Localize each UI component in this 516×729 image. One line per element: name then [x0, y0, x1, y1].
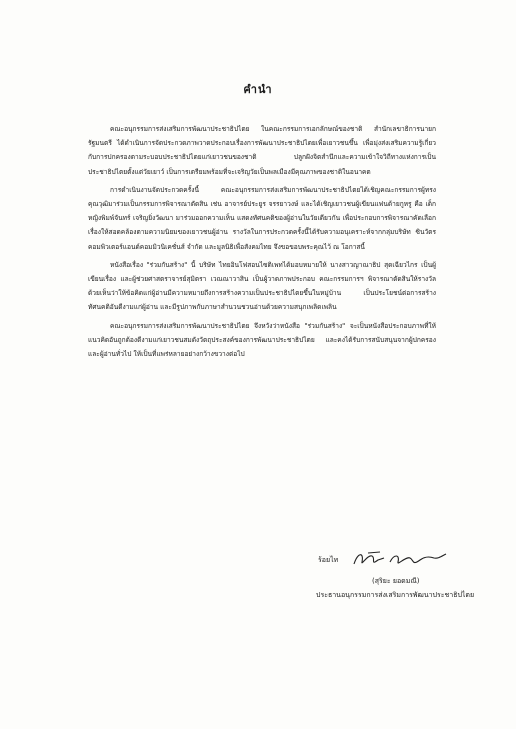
paragraph: หนังสือเรื่อง "ร่วมกันสร้าง" นี้ บริษัท ไทยอินโฟสอนไซติเพทได้มอบหมายให้ นางสาวญาณาธิป สุดเฉียวไกร เป็นผู้เขียนเรื่อง และผู้ช่วยศาสตราจารย์สุมิตรา เวณณาวาสิน เป็นผู้วาดภาพประกอบ คณะกรรมการฯ พิจารณาตัดสินให้รางวัลด้วยเห็นว่าให้ข้อคิดแก่ผู้อ่านมีความหมายถึงการสร้างความเป็นประชาธิปไตยขึ้นในหมู่บ้าน เป็นประโยชน์ต่อการสร้างทัศนคติอันดีงามแก่ผู้อ่าน และมีรูปภาพกับภาษาสำนวนชวนอ่านด้วยความสนุกเพลิดเพลิน	[88, 260, 436, 312]
handwritten-signature	[350, 548, 450, 570]
page-title: คำนำ	[243, 83, 273, 96]
body-text	[88, 122, 436, 361]
signature-block	[88, 548, 475, 648]
paragraph: การดำเนินงานจัดประกวดครั้งนี้ คณะอนุกรรมการส่งเสริมการพัฒนาประชาธิปไตยได้เชิญคณะกรรมการผู้ทรงคุณวุฒิมาร่วมเป็นกรรมการพิจารณาตัดสิน เช่น อาจารย์ประยูร จรรยาวงษ์ และได้เชิญเยาวชนผู้เขียนแฟนด้ายกูหรู คือ เด็กหญิงพิมพ์จันทร์ เจริญยิ่งวัฒนา มาร่วมออกความเห็น แสดงทัศนคติของผู้อ่านในวัยเดียวกัน เพื่อประกอบการพิจารณาคัดเลือกเรื่องให้สอดคล้องตามความนิยมของเยาวชนผู้อ่าน รางวัลในการประกวดครั้งนี้ได้รับความอนุเคราะห์จากกลุ่มบริษัท ซินวัตรคอมพิวเตอร์แอนด์คอมมิวนิเคชั่นส์ จำกัด และมูลนิธิเพื่อสังคมไทย จึงขอขอบพระคุณไว้ ณ โอกาสนี้	[88, 185, 436, 251]
paragraph: คณะอนุกรรมการส่งเสริมการพัฒนาประชาธิปไตย ในคณะกรรมการเอกลักษณ์ของชาติ สำนักเลขาธิการนายกรัฐมนตรี ได้ดำเนินการจัดประกวดภาพวาดประกอบเรื่องการพัฒนาประชาธิปไตยเพื่อเยาวชนขึ้น เพื่อมุ่งส่งเสริมความรู้เกี่ยวกับการปกครองตามระบอบประชาธิปไตยแก่เยาวชนของชาติ ปลูกฝังจิตสำนึกและความเข้าใจวิถีทางแห่งการเป็นประชาธิปไตยตั้งแต่วัยเยาว์ เป็นการเตรียมพร้อมที่จะเจริญวัยเป็นพลเมืองมีคุณภาพของชาติในอนาคต	[88, 125, 436, 176]
signer-title: ประธานอนุกรรมการส่งเสริมการพัฒนาประชาธิปไตย	[316, 591, 475, 599]
paragraph: คณะอนุกรรมการส่งเสริมการพัฒนาประชาธิปไตย จึงหวังว่าหนังสือ "ร่วมกันสร้าง" จะเป็นหนังสือประกอบภาพที่ให้แนวคิดอันถูกต้องดีงามแก่เยาวชนสมดังวัตถุประสงค์ของการพัฒนาประชาธิปไตย และคงได้รับการสนับสนุนจากผู้ปกครองและผู้อ่านทั่วไป ให้เป็นที่แพร่หลายอย่างกว้างขวางต่อไป	[88, 321, 436, 359]
signer-name: (สุริยะ ยอดมณี)	[372, 577, 420, 585]
closing-text: ร้อยไท	[318, 556, 339, 564]
